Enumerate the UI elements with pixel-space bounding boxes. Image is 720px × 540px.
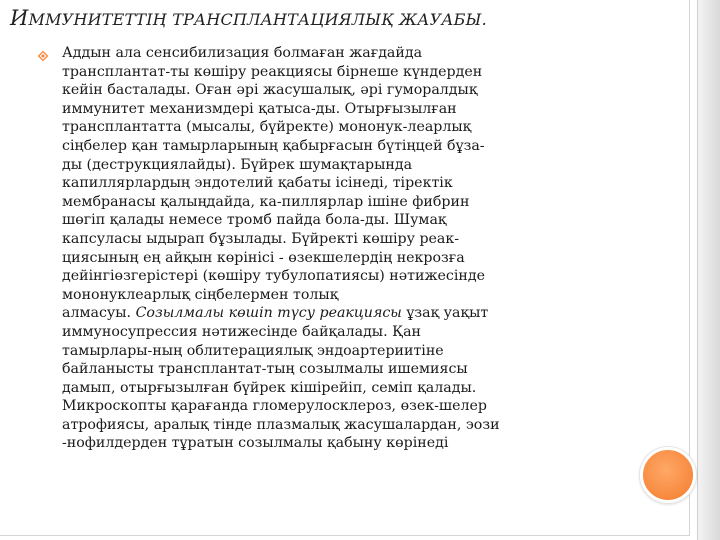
body-line: капсуласы ыдырап бұзылады. Бүйректі көшіру реак- [62,230,460,247]
body-line: кейін басталады. Оған әрі жасушалық, әрі гуморалдық [62,82,478,99]
body-line: трансплантат-ты көшіру реакциясы бірнеше күндерден [62,63,483,80]
body-line: Аддын ала сенсибилизация болмаған жағдайда [62,45,423,61]
body-line: -нофилдерден тұратын созылмалы қабыну көрінеді [62,435,449,452]
body-line: иммуносупрессия нәтижесінде байқалады. Қан [62,323,422,340]
body-line: тамырлары-ның облитерациялық эндоартериитіне [62,342,444,359]
title-rest: ММУНИТЕТТІҢ ТРАНСПЛАНТАЦИЯЛЫҚ ЖАУАБЫ. [28,10,487,29]
body-italic-term: Созылмалы көшіп түсу реакциясы [135,305,402,322]
decorative-orange-circle [640,447,696,503]
body-line: циясының ең айқын көрінісі - өзекшелердің некрозға [62,249,465,266]
body-line: сіңбелер қан тамырларының қабырғасын бүтіңцей бұза- [62,137,485,154]
body-line: шөгіп қалады немесе тромб пайда бола-ды. Шумақ [62,212,447,229]
body-line: дейінгіөзгерістері (көшіру тубулопатиясы) нәтижесінде [62,268,485,285]
body-paragraph [62,44,622,453]
body-line-part: алмасуы. [62,305,136,322]
body-line: ды (деструкциялайды). Бүйрек шумақтарында [62,156,413,173]
body-line: капиллярлардың эндотелий қабаты ісінеді, тіректік [62,175,453,192]
body-line: Микроскопты қарағанда гломерулосклероз, өзек-шелер [62,398,487,415]
title-first-letter: И [10,6,29,30]
body-line-part: ұзақ уақыт [401,305,489,322]
body-line-mixed [62,304,622,323]
side-band [697,0,720,540]
bullet-icon [38,51,48,61]
body-line: атрофиясы, аралық тінде плазмалық жасушалардан, эози [62,416,500,433]
slide-title [10,6,670,30]
body-line: трансплантатта (мысалы, бүйректе) мононук-леарлық [62,119,472,136]
body-line: дамып, отырғызылған бүйрек кішірейіп, семіп қалады. [62,379,477,396]
body-line: мембранасы қалыңдайда, ка-пиллярлар ішіне фибрин [62,193,470,210]
body-line: иммунитет механизмдері қатыса-ды. Отырғызылған [62,100,457,117]
body-line: мононуклеарлық сіңбелермен толық [62,286,339,303]
body-line: байланысты трансплантат-тың созылмалы ишемиясы [62,361,468,378]
